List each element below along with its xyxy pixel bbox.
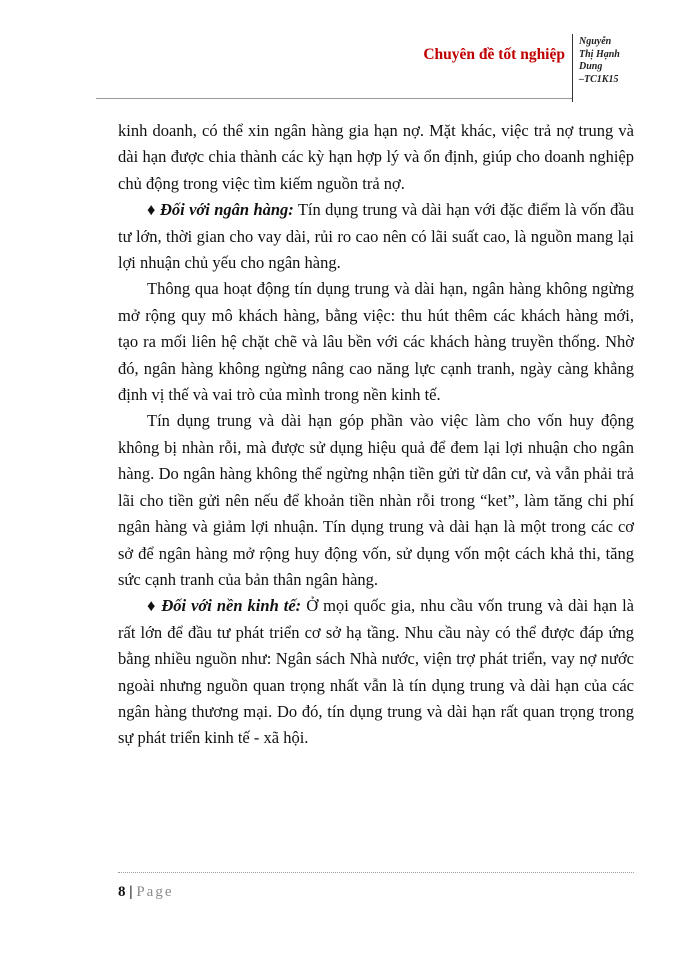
paragraph-1 bbox=[118, 118, 634, 197]
paragraph-5 bbox=[118, 593, 634, 751]
paragraph-5-text: Ở mọi quốc gia, nhu cầu vốn trung và dài hạn là rất lớn để đầu tư phát triển cơ sở hạ tầng. Nhu cầu này có thể được đáp ứng bằng nhiều nguồn như: Ngân sách Nhà nước, viện trợ phát triển, vay nợ nước ngoài nhưng nguồn quan trọng nhất vẫn là tín dụng trung và dài hạn của các ngân hàng thương mại. Do đó, tín dụng trung và dài hạn rất quan trọng trong sự phát triển kinh tế - xã hội. bbox=[118, 596, 634, 748]
author-line-1: Nguyễn bbox=[579, 36, 612, 47]
paragraph-4 bbox=[118, 408, 634, 593]
page-footer bbox=[118, 872, 634, 901]
header-title: Chuyên đề tốt nghiệp bbox=[423, 46, 565, 63]
paragraph-5-lead: ♦ Đối với nền kinh tế: bbox=[147, 596, 302, 616]
author-line-2: Thị Hạnh bbox=[579, 48, 620, 60]
paragraph-2 bbox=[118, 197, 634, 276]
paragraph-2-lead: ♦ Đối với ngân hàng: bbox=[147, 200, 294, 220]
header-rule bbox=[96, 98, 572, 99]
paragraph-3 bbox=[118, 276, 634, 408]
page-indicator bbox=[118, 883, 634, 901]
author-line-4: –TC1K15 bbox=[579, 73, 619, 85]
header-divider bbox=[572, 34, 573, 102]
paragraph-4-text: Tín dụng trung và dài hạn góp phần vào việc làm cho vốn huy động không bị nhàn rỗi, mà được sử dụng hiệu quả để đem lại lợi nhuận cho ngân hàng. Do ngân hàng không thể ngừng nhận tiền gửi từ dân cư, và vẫn phải trả lãi cho tiền gửi nên nếu để khoản tiền nhàn rỗi trong “ket”, làm tăng chi phí ngân hàng và giảm lợi nhuận. Tín dụng trung và dài hạn là một trong các cơ sở để ngân hàng mở rộng huy động vốn, sử dụng vốn một cách khả thi, tăng sức cạnh tranh của bản thân ngân hàng. bbox=[118, 411, 634, 589]
header-author bbox=[579, 36, 649, 86]
page-word: Page bbox=[136, 884, 174, 900]
page-separator: | bbox=[129, 884, 133, 900]
page-header bbox=[96, 28, 651, 102]
paragraph-2-text: Tín dụng trung và dài hạn với đặc điểm là vốn đầu tư lớn, thời gian cho vay dài, rủi ro cao nên có lãi suất cao, là nguồn mang lại lợi nhuận chủ yếu cho ngân hàng. bbox=[118, 200, 634, 273]
paragraph-3-text: Thông qua hoạt động tín dụng trung và dài hạn, ngân hàng không ngừng mở rộng quy mô khách hàng, bằng việc: thu hút thêm các khách hàng mới, tạo ra mối liên hệ chặt chẽ và lâu bền với các khách hàng truyền thống. Nhờ đó, ngân hàng không ngừng nâng cao năng lực cạnh tranh, ngày càng khẳng định vị thế và vai trò của mình trong nền kinh tế. bbox=[118, 279, 634, 405]
footer-rule bbox=[118, 872, 634, 873]
document-body bbox=[118, 118, 634, 752]
page-number: 8 bbox=[118, 884, 126, 900]
paragraph-1-text: kinh doanh, có thể xin ngân hàng gia hạn nợ. Mặt khác, việc trả nợ trung và dài hạn được chia thành các kỳ hạn hợp lý và ổn định, giúp cho doanh nghiệp chủ động trong việc tìm kiếm nguồn trả nợ. bbox=[118, 121, 634, 193]
author-line-3: Dung bbox=[579, 61, 603, 72]
